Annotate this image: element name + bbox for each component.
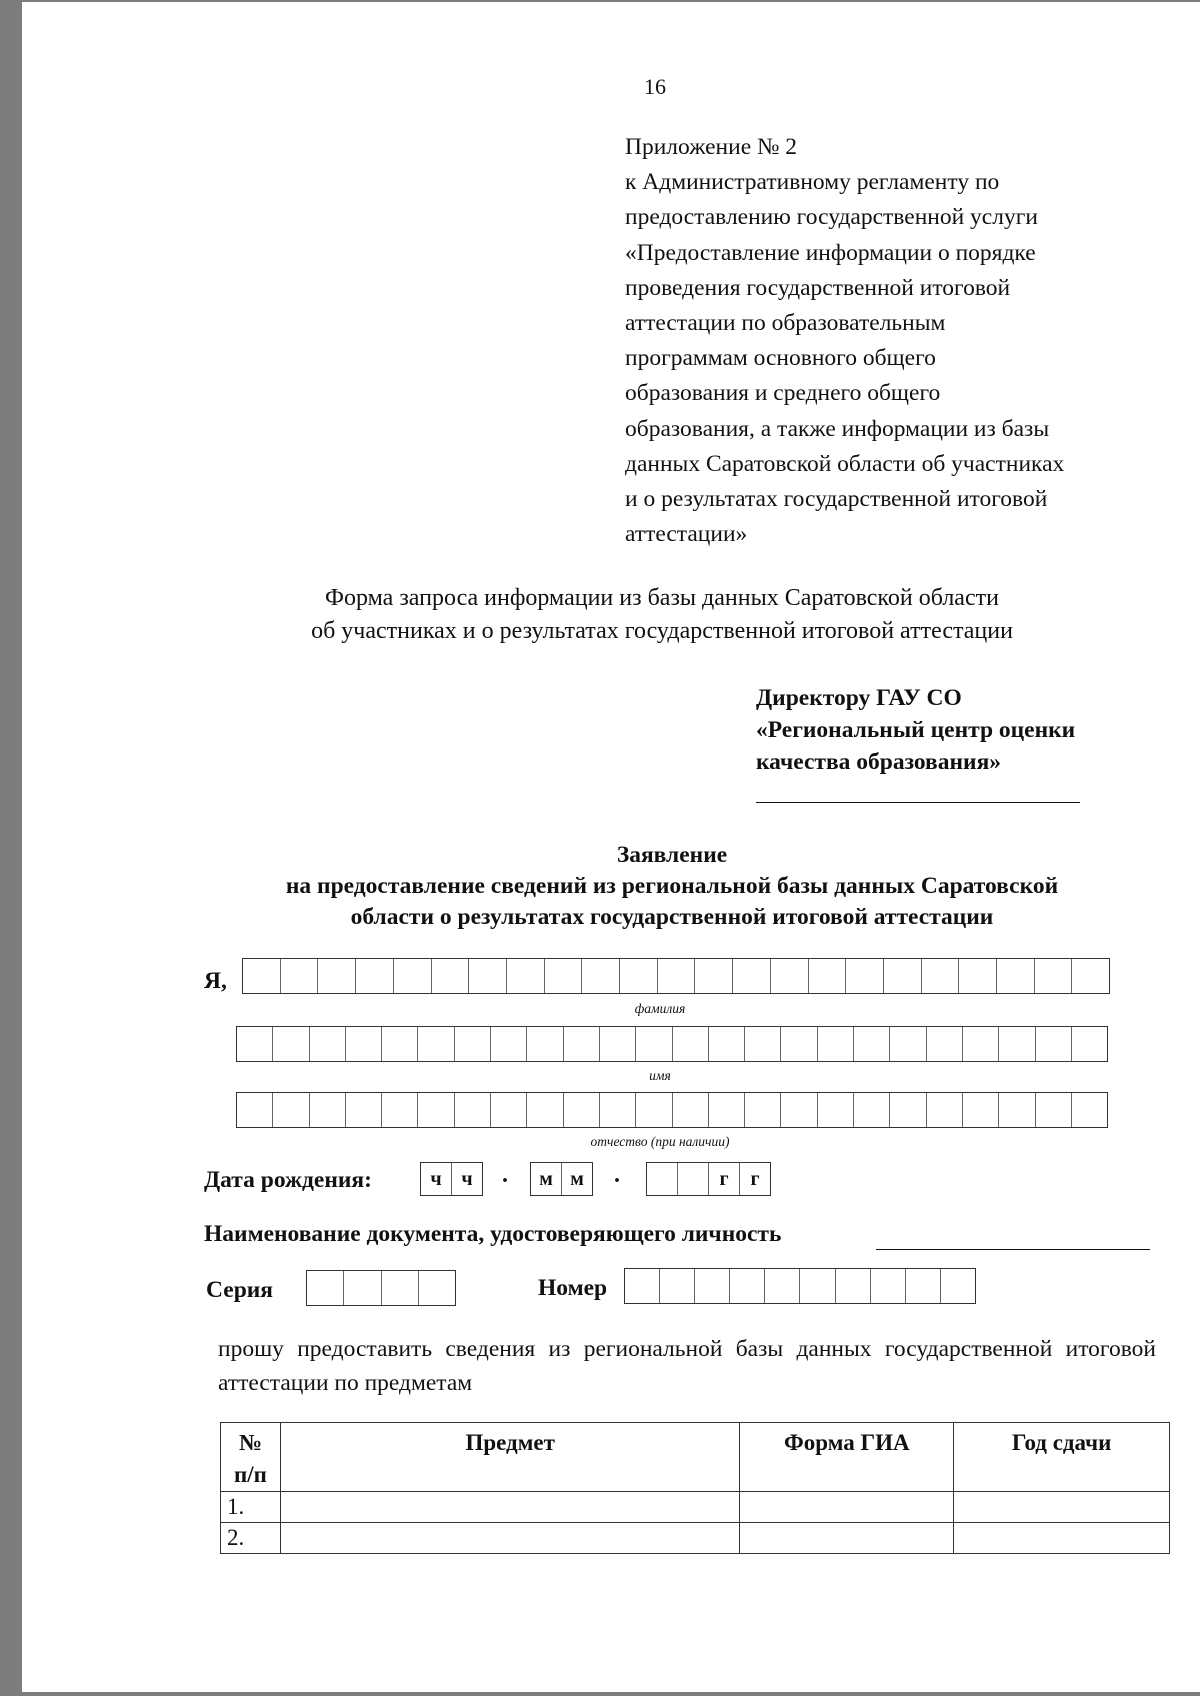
page-number: 16 [644, 74, 666, 99]
letter-cell[interactable] [1036, 1093, 1072, 1127]
subject-cell[interactable] [280, 1492, 739, 1523]
statement-heading: Заявление [616, 842, 728, 868]
number-cell[interactable] [871, 1269, 906, 1303]
letter-cell[interactable] [600, 1093, 636, 1127]
appendix-line: аттестации» [625, 521, 748, 548]
appendix-line: Приложение № 2 [625, 134, 798, 160]
letter-cell[interactable] [884, 959, 922, 993]
letter-cell[interactable] [997, 959, 1035, 993]
year-cell[interactable]: г [709, 1163, 740, 1195]
number-cell[interactable] [941, 1269, 975, 1303]
letter-cell[interactable] [809, 959, 847, 993]
day-cell[interactable]: ч [461, 1168, 473, 1190]
birth-date-label: Дата рождения: [204, 1167, 372, 1193]
letter-cell[interactable] [636, 1027, 672, 1061]
name-caption: имя [649, 1068, 671, 1083]
letter-cell[interactable] [356, 959, 394, 993]
appendix-line: образования и среднего общего [625, 380, 941, 407]
form-title [212, 582, 1112, 648]
subject-cell[interactable] [280, 1523, 739, 1554]
form-cell[interactable] [740, 1492, 954, 1523]
table-header-row [221, 1423, 1170, 1492]
subjects-table [220, 1422, 1170, 1554]
letter-cell[interactable] [818, 1093, 854, 1127]
letter-cell[interactable] [818, 1027, 854, 1061]
birth-year-field[interactable] [646, 1162, 771, 1196]
appendix-line: и о результатах государственной итоговой [625, 486, 1048, 513]
addressee-name-field[interactable] [756, 802, 1080, 803]
number-cell[interactable] [906, 1269, 941, 1303]
row-number: 1. [221, 1492, 281, 1523]
day-cell[interactable]: ч [421, 1163, 452, 1195]
appendix-line: к Административному регламенту по [625, 169, 1000, 196]
patronymic-field[interactable] [236, 1092, 1108, 1128]
letter-cell[interactable] [1072, 959, 1109, 993]
appendix-line: образования, а также информации из базы [625, 415, 1050, 442]
series-label: Серия [206, 1277, 274, 1303]
letter-cell[interactable] [394, 959, 432, 993]
letter-cell[interactable] [963, 1027, 999, 1061]
letter-cell[interactable] [527, 1027, 563, 1061]
year-cell[interactable] [647, 1163, 678, 1195]
i-label: Я, [204, 968, 227, 994]
appendix-line: «Предоставление информации о порядке [625, 239, 1036, 266]
letter-cell[interactable] [527, 1093, 563, 1127]
letter-cell[interactable] [243, 959, 281, 993]
letter-cell[interactable] [582, 959, 620, 993]
surname-field[interactable] [242, 958, 1110, 994]
letter-cell[interactable] [999, 1027, 1035, 1061]
appendix-line: аттестации по образовательным [625, 310, 946, 337]
letter-cell[interactable] [491, 1093, 527, 1127]
form-title-line: Форма запроса информации из базы данных Саратовской области [325, 585, 999, 611]
letter-cell[interactable] [620, 959, 658, 993]
letter-cell[interactable] [963, 1093, 999, 1127]
letter-cell[interactable] [318, 959, 356, 993]
year-cell[interactable] [954, 1492, 1170, 1523]
addressee-line: Директору ГАУ СО [756, 685, 962, 711]
letter-cell[interactable] [854, 1093, 890, 1127]
letter-cell[interactable] [709, 1027, 745, 1061]
letter-cell[interactable] [745, 1027, 781, 1061]
statement-title [212, 840, 1132, 933]
letter-cell[interactable] [310, 1093, 346, 1127]
letter-cell[interactable] [846, 959, 884, 993]
series-cell[interactable] [419, 1271, 455, 1305]
letter-cell[interactable] [658, 959, 696, 993]
addressee-block [756, 682, 1075, 778]
letter-cell[interactable] [564, 1093, 600, 1127]
appendix-block [625, 130, 1165, 552]
letter-cell[interactable] [382, 1027, 418, 1061]
letter-cell[interactable] [600, 1027, 636, 1061]
letter-cell[interactable] [745, 1093, 781, 1127]
birth-month-field[interactable] [530, 1162, 593, 1196]
letter-cell[interactable] [1072, 1093, 1107, 1127]
letter-cell[interactable] [1072, 1027, 1107, 1061]
letter-cell[interactable] [927, 1027, 963, 1061]
month-cell[interactable]: м [570, 1168, 584, 1190]
birth-day-field[interactable] [420, 1162, 483, 1196]
letter-cell[interactable] [507, 959, 545, 993]
statement-subtitle: области о результатах государственной итоговой аттестации [350, 904, 994, 930]
letter-cell[interactable] [432, 959, 470, 993]
letter-cell[interactable] [237, 1093, 273, 1127]
number-cell[interactable] [695, 1269, 730, 1303]
letter-cell[interactable] [491, 1027, 527, 1061]
series-cell[interactable] [344, 1271, 381, 1305]
letter-cell[interactable] [781, 1093, 817, 1127]
header-subject: Предмет [280, 1423, 739, 1492]
row-number: 2. [221, 1523, 281, 1554]
letter-cell[interactable] [545, 959, 583, 993]
year-cell[interactable] [954, 1523, 1170, 1554]
document-page [22, 2, 1200, 1692]
appendix-line: проведения государственной итоговой [625, 274, 1011, 301]
surname-caption: фамилия [634, 1001, 686, 1016]
addressee-line: качества образования» [756, 749, 1002, 775]
statement-subtitle: на предоставление сведений из региональной базы данных Саратовской [285, 873, 1059, 899]
date-separator: . [502, 1162, 508, 1188]
letter-cell[interactable] [469, 959, 507, 993]
doc-label: Наименование документа, удостоверяющего личность [204, 1221, 782, 1247]
letter-cell[interactable] [673, 1093, 709, 1127]
letter-cell[interactable] [1036, 1027, 1072, 1061]
number-cell[interactable] [730, 1269, 765, 1303]
letter-cell[interactable] [237, 1027, 273, 1061]
header-year: Год сдачи [954, 1423, 1170, 1492]
number-cell[interactable] [625, 1269, 660, 1303]
letter-cell[interactable] [854, 1027, 890, 1061]
table-row [221, 1523, 1170, 1554]
letter-cell[interactable] [922, 959, 960, 993]
letter-cell[interactable] [709, 1093, 745, 1127]
letter-cell[interactable] [636, 1093, 672, 1127]
letter-cell[interactable] [959, 959, 997, 993]
letter-cell[interactable] [346, 1027, 382, 1061]
letter-cell[interactable] [273, 1093, 309, 1127]
name-field[interactable] [236, 1026, 1108, 1062]
letter-cell[interactable] [927, 1093, 963, 1127]
letter-cell[interactable] [564, 1027, 600, 1061]
number-cell[interactable] [765, 1269, 800, 1303]
request-text: прошу предоставить сведения из региональной базы данных государственной итоговой аттестации по предметам [218, 1336, 1156, 1396]
letter-cell[interactable] [273, 1027, 309, 1061]
letter-cell[interactable] [418, 1027, 454, 1061]
number-cell[interactable] [800, 1269, 835, 1303]
appendix-line: данных Саратовской области об участниках [625, 450, 1065, 477]
letter-cell[interactable] [673, 1027, 709, 1061]
number-label: Номер [538, 1275, 608, 1301]
addressee-line: «Региональный центр оценки [756, 717, 1076, 743]
number-cell[interactable] [660, 1269, 695, 1303]
patronymic-caption: отчество (при наличии) [590, 1134, 730, 1149]
letter-cell[interactable] [733, 959, 771, 993]
letter-cell[interactable] [455, 1093, 491, 1127]
header-form: Форма ГИА [740, 1423, 954, 1492]
doc-name-field[interactable] [876, 1249, 1150, 1250]
letter-cell[interactable] [890, 1093, 926, 1127]
year-cell[interactable] [678, 1163, 709, 1195]
letter-cell[interactable] [418, 1093, 454, 1127]
form-title-line: об участниках и о результатах государственной итоговой аттестации [311, 618, 1013, 644]
table-row [221, 1492, 1170, 1523]
letter-cell[interactable] [999, 1093, 1035, 1127]
month-cell[interactable]: м [531, 1163, 562, 1195]
letter-cell[interactable] [1035, 959, 1073, 993]
number-field[interactable] [624, 1268, 976, 1304]
year-cell[interactable]: г [750, 1168, 760, 1190]
letter-cell[interactable] [890, 1027, 926, 1061]
series-cell[interactable] [307, 1271, 344, 1305]
letter-cell[interactable] [695, 959, 733, 993]
number-cell[interactable] [836, 1269, 871, 1303]
form-cell[interactable] [740, 1523, 954, 1554]
appendix-line: программам основного общего [625, 345, 936, 372]
letter-cell[interactable] [781, 1027, 817, 1061]
series-cell[interactable] [382, 1271, 419, 1305]
letter-cell[interactable] [455, 1027, 491, 1061]
series-field[interactable] [306, 1270, 456, 1306]
header-number: № п/п [221, 1423, 281, 1492]
letter-cell[interactable] [346, 1093, 382, 1127]
letter-cell[interactable] [382, 1093, 418, 1127]
letter-cell[interactable] [310, 1027, 346, 1061]
letter-cell[interactable] [281, 959, 319, 993]
letter-cell[interactable] [771, 959, 809, 993]
appendix-line: предоставлению государственной услуги [625, 204, 1038, 231]
date-separator: . [614, 1162, 620, 1188]
